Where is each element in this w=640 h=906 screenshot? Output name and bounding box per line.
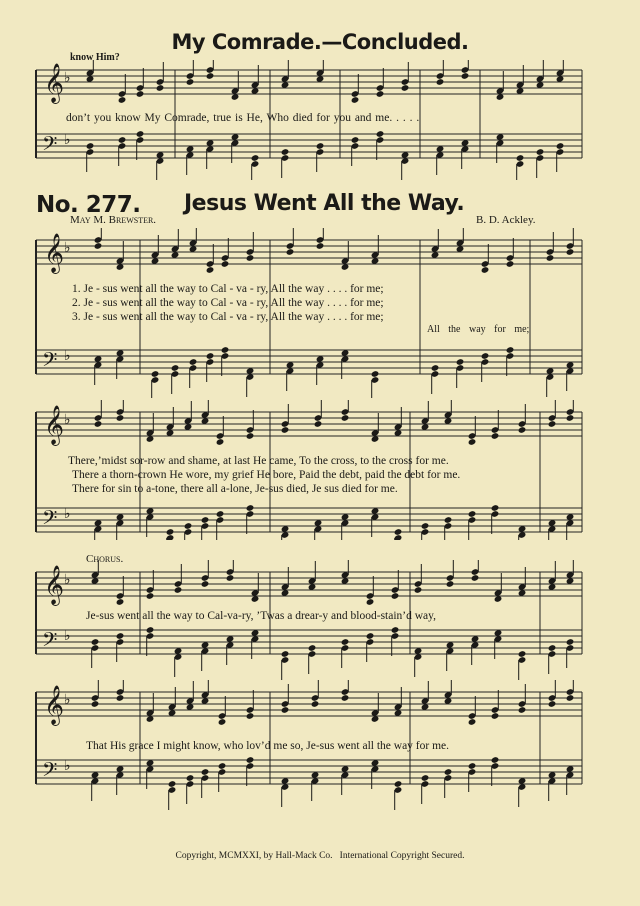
- treble-clef-icon: 𝄞: [44, 405, 65, 445]
- treble-clef-icon: 𝄞: [44, 63, 65, 103]
- flat-icon: ♭: [64, 240, 71, 256]
- flat-icon: ♭: [64, 758, 71, 774]
- clefs: [42, 405, 71, 534]
- copyright-notice: Copyright, MCMXXI, by Hall-Mack Co. International Copyright Secured.: [175, 851, 465, 861]
- chorus-lyric-1: Je-sus went all the way to Cal-va-ry, ’Twas a drear-y and blood-stain’d way,: [86, 610, 437, 622]
- notes: [91, 626, 575, 680]
- flat-icon: ♭: [64, 572, 71, 588]
- bass-staff: [36, 760, 582, 784]
- clefs: [42, 685, 71, 786]
- flat-icon: ♭: [64, 70, 71, 86]
- notes: [94, 228, 575, 274]
- treble-clef-icon: 𝄞: [44, 233, 65, 273]
- bass-clef-icon: 𝄢: [42, 348, 58, 376]
- notes: [94, 346, 575, 398]
- chorus-lyric-2: That His grace I might know, who lov’d me so, Je-sus went all the way for me.: [86, 740, 450, 752]
- treble-staff: [36, 692, 582, 716]
- flat-icon: ♭: [64, 348, 71, 364]
- hymn-number: No. 277.: [36, 192, 141, 218]
- clefs: [42, 233, 71, 376]
- previous-hymn-title: My Comrade.—Concluded.: [171, 30, 469, 54]
- treble-clef-icon: 𝄞: [44, 565, 65, 605]
- treble-clef-icon: 𝄞: [44, 685, 65, 725]
- hymn-title: Jesus Went All the Way.: [184, 191, 465, 216]
- notes: [86, 130, 565, 180]
- treble-staff: [36, 412, 582, 436]
- notes: [91, 680, 575, 726]
- flat-icon: ♭: [64, 132, 71, 148]
- previous-hymn-lyric: don’t you know My Comrade, true is He, Who died for you and me. . . . .: [66, 112, 420, 124]
- bass-staff: [36, 508, 582, 532]
- flat-icon: ♭: [64, 692, 71, 708]
- verse-3-line-1: 3. Je - sus went all the way to Cal - va - ry, All the way . . . . for me;: [72, 311, 384, 323]
- lyricist-credit: May M. Brewster.: [70, 214, 157, 226]
- verse-1-line-1: 1. Je - sus went all the way to Cal - va - ry, All the way . . . . for me;: [72, 283, 384, 295]
- bass-clef-icon: 𝄢: [42, 506, 58, 534]
- pickup-lyric: know Him?: [70, 52, 120, 63]
- composer-credit: B. D. Ackley.: [476, 214, 536, 226]
- notes: [91, 756, 575, 810]
- notes: [94, 400, 575, 446]
- verse-2-line-1: 2. Je - sus went all the way to Cal - va - ry, All the way . . . . for me;: [72, 297, 384, 309]
- flat-icon: ♭: [64, 412, 71, 428]
- verse-3-line-2: There for sin to a-tone, there all a-lone, Je-sus died, Je sus died for me.: [72, 483, 398, 495]
- verse-1-line-2: There,’midst sor-row and shame, at last He came, To the cross, to the cross for me.: [68, 455, 449, 467]
- chorus-label: Chorus.: [86, 553, 124, 565]
- verse-2-line-2: There a thorn-crown He wore, my grief He bore, Paid the debt, paid the debt for me.: [72, 469, 461, 481]
- flat-icon: ♭: [64, 506, 71, 522]
- bass-clef-icon: 𝄢: [42, 758, 58, 786]
- flat-icon: ♭: [64, 628, 71, 644]
- clefs: [42, 565, 71, 656]
- bass-clef-icon: 𝄢: [42, 628, 58, 656]
- notes: [91, 560, 575, 606]
- echo-lyric: All the way for me;: [427, 324, 530, 335]
- notes: [94, 504, 575, 540]
- bass-clef-icon: 𝄢: [42, 132, 58, 160]
